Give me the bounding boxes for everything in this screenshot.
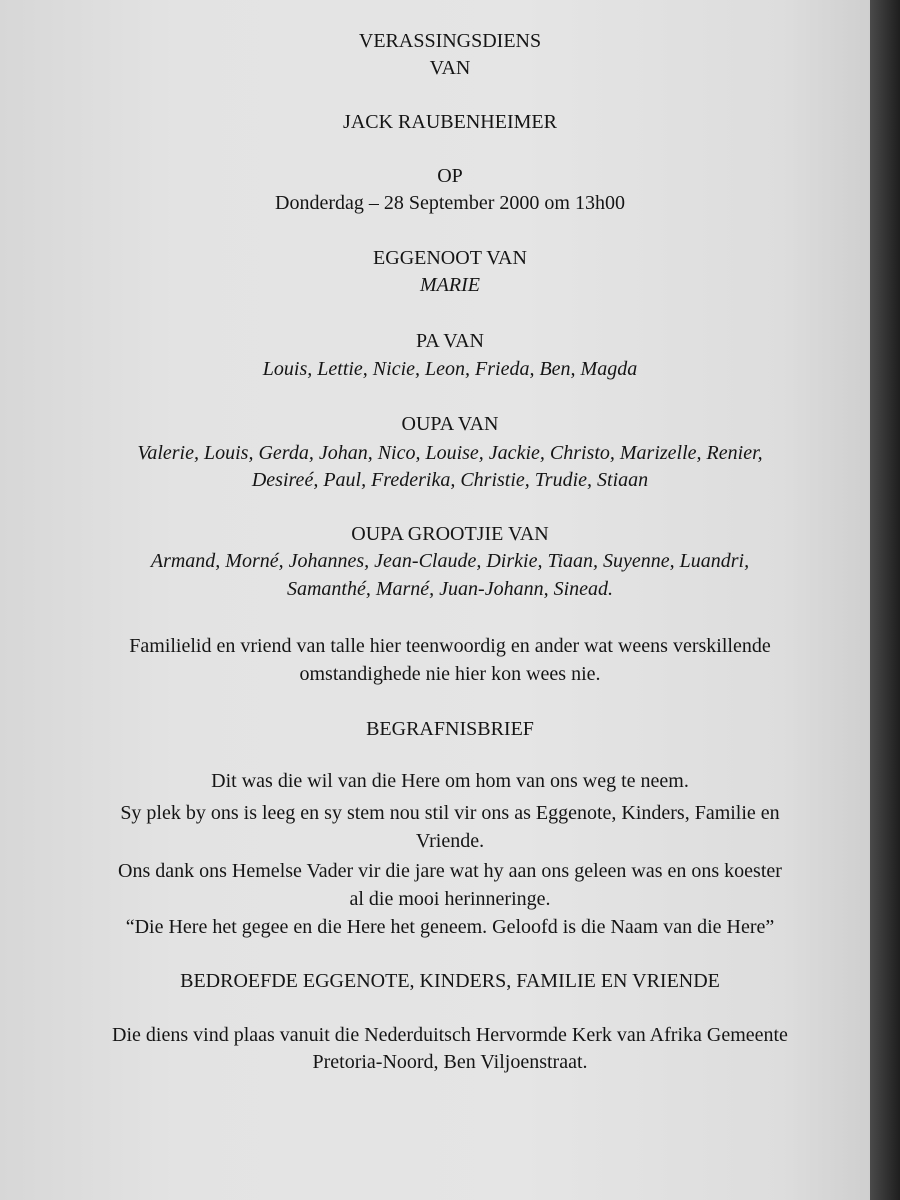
letter-line-5: al die mooi herinneringe.: [349, 888, 551, 910]
venue-line-1: Die diens vind plaas vanuit die Nederduitsch Hervormde Kerk van Afrika Gemeente: [112, 1024, 788, 1046]
title-line-2: VAN: [429, 57, 471, 79]
great-grandchildren-heading: OUPA GROOTJIE VAN: [351, 523, 549, 545]
spouse-heading: EGGENOOT VAN: [373, 247, 527, 269]
letter-line-4: Ons dank ons Hemelse Vader vir die jare wat hy aan ons geleen was en ons koester: [118, 860, 782, 882]
children-heading: PA VAN: [415, 330, 485, 352]
letter-heading: BEGRAFNISBRIEF: [366, 718, 534, 740]
op-label: OP: [437, 165, 463, 187]
signoff: BEDROEFDE EGGENOTE, KINDERS, FAMILIE EN VRIENDE: [180, 970, 720, 992]
great-grandchildren-names-1: Armand, Morné, Johannes, Jean-Claude, Dirkie, Tiaan, Suyenne, Luandri,: [150, 550, 750, 572]
letter-line-3: Vriende.: [415, 830, 485, 852]
service-date: Donderdag – 28 September 2000 om 13h00: [275, 192, 625, 214]
children-names: Louis, Lettie, Nicie, Leon, Frieda, Ben, Magda: [262, 358, 638, 380]
letter-quote: “Die Here het gegee en die Here het geneem. Geloofd is die Naam van die Here”: [125, 916, 775, 938]
grandchildren-names-1: Valerie, Louis, Gerda, Johan, Nico, Louise, Jackie, Christo, Marizelle, Renier,: [137, 442, 763, 464]
family-note-2: omstandighede nie hier kon wees nie.: [299, 663, 601, 685]
venue-line-2: Pretoria-Noord, Ben Viljoenstraat.: [312, 1051, 588, 1073]
deceased-name: JACK RAUBENHEIMER: [343, 111, 557, 133]
great-grandchildren-names-2: Samanthé, Marné, Juan-Johann, Sinead.: [286, 578, 614, 600]
background-edge: [870, 0, 900, 1200]
grandchildren-names-2: Desireé, Paul, Frederika, Christie, Trudie, Stiaan: [251, 469, 649, 491]
family-note-1: Familielid en vriend van talle hier teenwoordig en ander wat weens verskillende: [129, 635, 771, 657]
spouse-name: MARIE: [420, 274, 480, 296]
grandchildren-heading: OUPA VAN: [401, 413, 499, 435]
letter-line-2: Sy plek by ons is leeg en sy stem nou stil vir ons as Eggenote, Kinders, Familie en: [120, 802, 780, 824]
title-line-1: VERASSINGSDIENS: [358, 30, 542, 52]
letter-line-1: Dit was die wil van die Here om hom van ons weg te neem.: [211, 770, 689, 792]
